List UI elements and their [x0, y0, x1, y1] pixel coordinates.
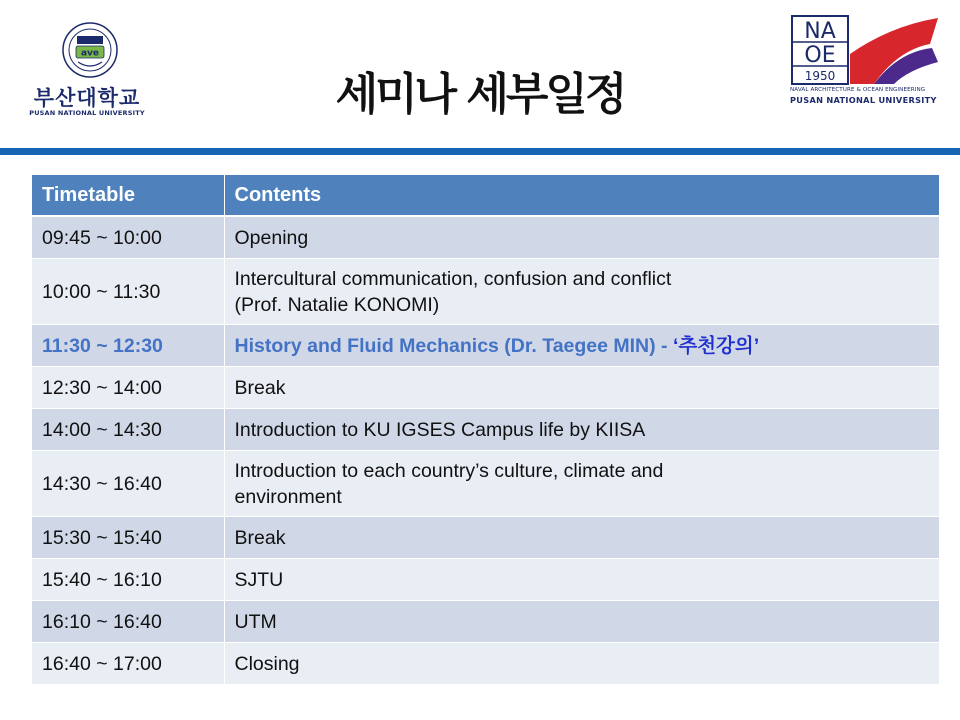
contents-text: (Prof. Natalie KONOMI): [234, 293, 440, 316]
time-cell: 10:00 ~ 11:30: [32, 259, 224, 325]
table-row: [32, 367, 939, 409]
contents-cell: [224, 517, 939, 559]
contents-cell: [224, 325, 939, 367]
naoe-logo: [790, 14, 940, 106]
column-header-contents: Contents: [224, 175, 939, 216]
contents-cell: [224, 601, 939, 643]
table-row: [32, 643, 939, 685]
table-row: [32, 409, 939, 451]
header-divider: [0, 148, 960, 155]
university-korean-name: 부산대학교: [33, 86, 141, 110]
contents-text: SJTU: [234, 568, 284, 591]
university-english-name: PUSAN NATIONAL UNIVERSITY: [29, 109, 145, 117]
time-cell: 15:30 ~ 15:40: [32, 517, 224, 559]
contents-cell: [224, 367, 939, 409]
table-header-row: [32, 175, 939, 216]
column-header-timetable: Timetable: [32, 175, 224, 216]
contents-cell: [224, 409, 939, 451]
contents-text: Introduction to each country’s culture, climate and: [234, 459, 664, 482]
naoe-caption-university: PUSAN NATIONAL UNIVERSITY: [790, 95, 937, 105]
time-cell: 09:45 ~ 10:00: [32, 216, 224, 259]
table-row: [32, 517, 939, 559]
contents-text: Intercultural communication, confusion and conflict: [234, 267, 672, 290]
table-row: [32, 601, 939, 643]
page-title: 세미나 세부일정: [335, 69, 625, 120]
schedule-table: [32, 175, 940, 685]
time-cell: 14:00 ~ 14:30: [32, 409, 224, 451]
table-row-highlighted: [32, 325, 939, 367]
contents-cell: [224, 216, 939, 259]
contents-text: environment: [234, 485, 342, 508]
contents-cell: [224, 643, 939, 685]
table-row: [32, 259, 939, 325]
time-cell: 16:40 ~ 17:00: [32, 643, 224, 685]
slide-header: [0, 0, 960, 148]
naoe-emblem-icon: [790, 14, 940, 86]
naoe-letters-bottom: OE: [804, 43, 836, 68]
contents-text: History and Fluid Mechanics (Dr. Taegee MIN) -: [234, 334, 673, 357]
recommended-lecture-tag: ‘추천강의’: [672, 334, 760, 357]
seal-text: ave: [80, 48, 100, 59]
table-row: [32, 451, 939, 517]
contents-cell: [224, 259, 939, 325]
contents-text: Opening: [234, 226, 309, 249]
contents-text: Closing: [234, 652, 300, 675]
time-cell: 16:10 ~ 16:40: [32, 601, 224, 643]
contents-cell: [224, 451, 939, 517]
contents-text: Break: [234, 526, 286, 549]
time-cell: 12:30 ~ 14:00: [32, 367, 224, 409]
table-row: [32, 216, 939, 259]
contents-text: Break: [234, 376, 286, 399]
naoe-letters-top: NA: [804, 19, 836, 44]
time-cell: 11:30 ~ 12:30: [32, 325, 224, 367]
contents-text: Introduction to KU IGSES Campus life by KIISA: [234, 418, 646, 441]
naoe-caption-department: NAVAL ARCHITECTURE & OCEAN ENGINEERING: [790, 87, 926, 93]
table-row: [32, 559, 939, 601]
time-cell: 15:40 ~ 16:10: [32, 559, 224, 601]
contents-text: UTM: [234, 610, 277, 633]
contents-cell: [224, 559, 939, 601]
naoe-year: 1950: [804, 69, 836, 83]
time-cell: 14:30 ~ 16:40: [32, 451, 224, 517]
